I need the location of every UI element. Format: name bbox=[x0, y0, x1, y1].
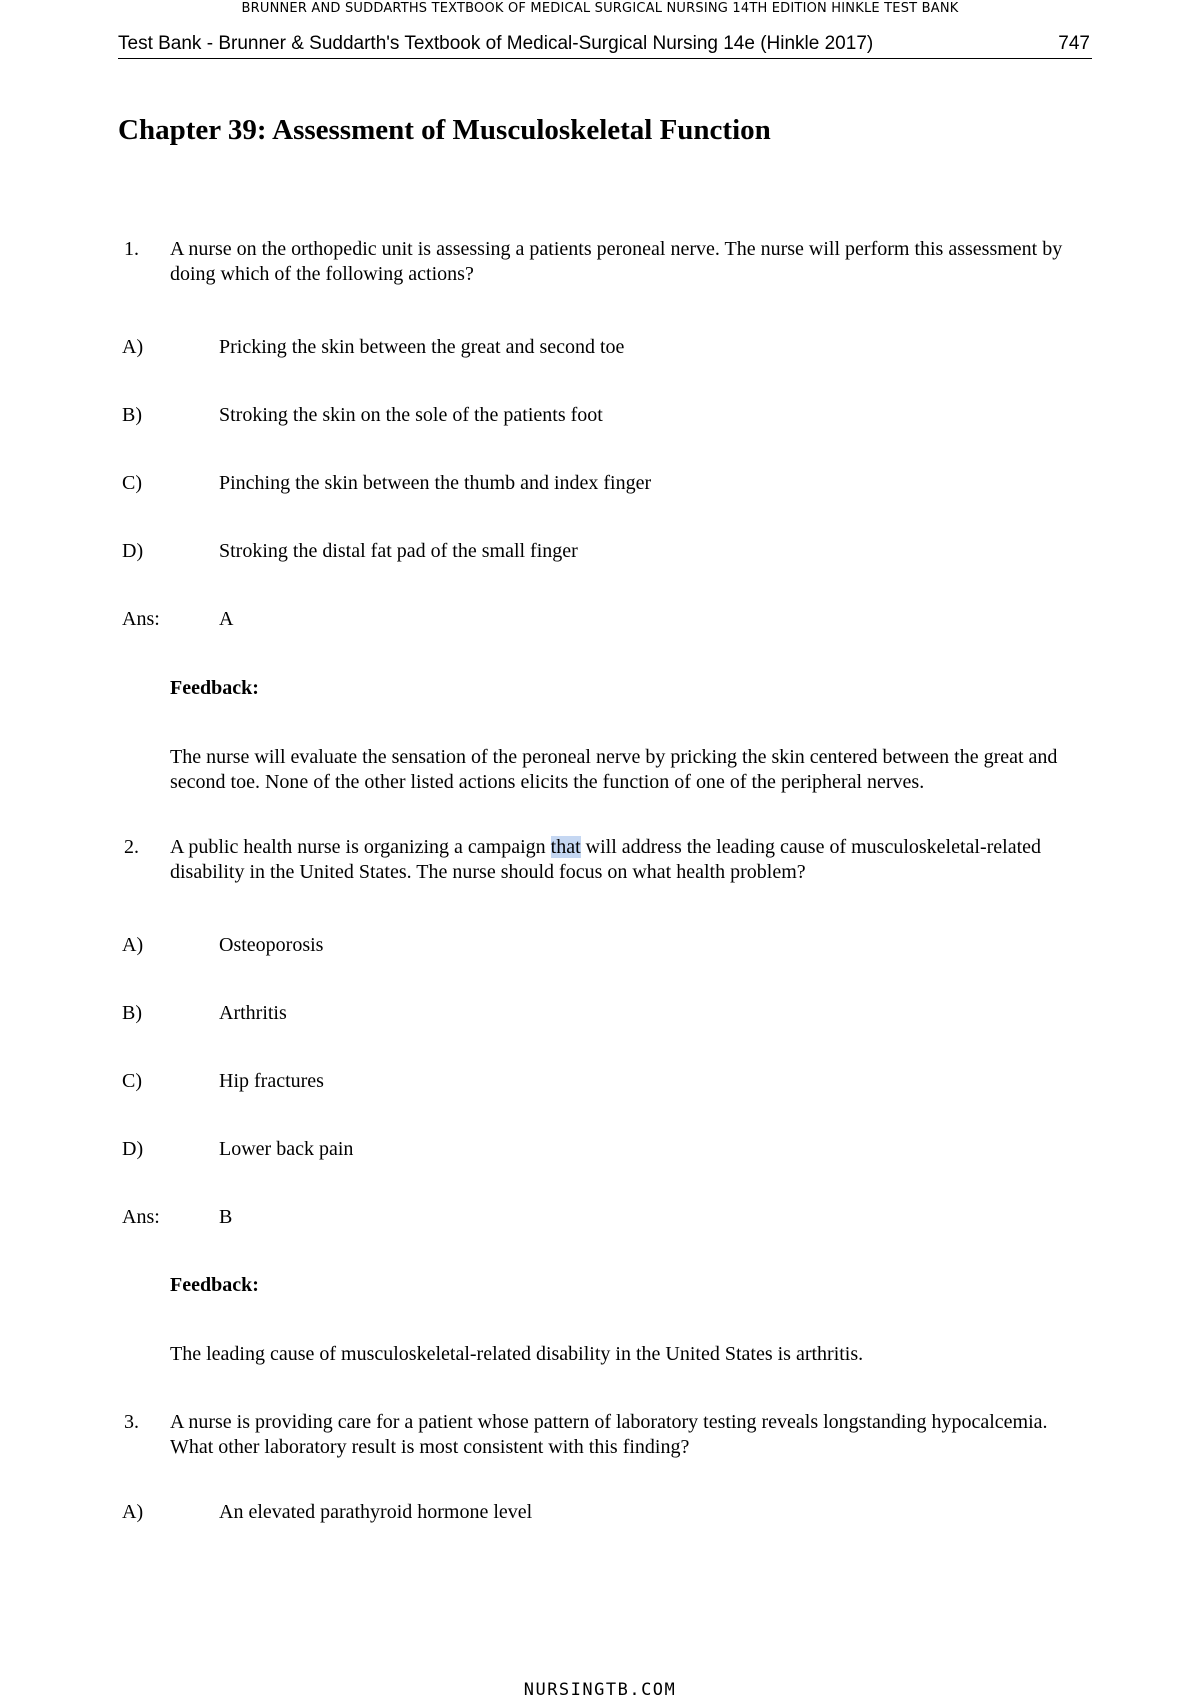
option-letter: B) bbox=[122, 1002, 142, 1024]
option-letter: C) bbox=[122, 472, 142, 494]
header-title: Test Bank - Brunner & Suddarth's Textbook of Medical-Surgical Nursing 14e (Hinkle 2017) bbox=[118, 33, 874, 54]
question-number: 1. bbox=[124, 238, 139, 260]
footer-site-name: NURSINGTB.COM bbox=[523, 1680, 677, 1700]
option-letter: D) bbox=[122, 540, 144, 562]
answer-label: Ans: bbox=[122, 1206, 160, 1228]
option-text: Arthritis bbox=[219, 1002, 287, 1024]
feedback-label: Feedback: bbox=[170, 1274, 259, 1296]
answer-value: B bbox=[219, 1206, 233, 1228]
question-number: 3. bbox=[124, 1411, 139, 1433]
running-header bbox=[118, 33, 1092, 59]
option-text: Osteoporosis bbox=[219, 934, 324, 956]
question-number: 2. bbox=[124, 836, 139, 858]
feedback-text: The nurse will evaluate the sensation of the peroneal nerve by pricking the skin centered between the great and second toe. None of the other listed actions elicits the function of one of the peripheral nerves. bbox=[170, 746, 1058, 793]
option-text: Stroking the skin on the sole of the patients foot bbox=[219, 404, 603, 426]
option-text: Pricking the skin between the great and second toe bbox=[219, 336, 625, 358]
option-text: An elevated parathyroid hormone level bbox=[219, 1501, 533, 1523]
question-text-part: A public health nurse is organizing a campaign bbox=[170, 836, 551, 858]
option-letter: A) bbox=[122, 934, 144, 956]
option-letter: D) bbox=[122, 1138, 144, 1160]
page-number: 747 bbox=[1058, 33, 1090, 54]
watermark-banner: BRUNNER AND SUDDARTHS TEXTBOOK OF MEDICAL SURGICAL NURSING 14TH EDITION HINKLE TEST BANK bbox=[241, 1, 959, 16]
question-text bbox=[170, 835, 1090, 885]
answer-value: A bbox=[219, 608, 234, 630]
option-letter: C) bbox=[122, 1070, 142, 1092]
option-text: Pinching the skin between the thumb and index finger bbox=[219, 472, 652, 494]
feedback-label: Feedback: bbox=[170, 677, 259, 699]
question-text-part: will address the leading cause of musculoskeletal-related disability in the United States. The nurse should focus on what health problem? bbox=[170, 836, 1042, 883]
answer-label: Ans: bbox=[122, 608, 160, 630]
option-letter: B) bbox=[122, 404, 142, 426]
option-text: Stroking the distal fat pad of the small finger bbox=[219, 540, 578, 562]
question-text: A nurse is providing care for a patient whose pattern of laboratory testing reveals longstanding hypocalcemia. What other laboratory result is most consistent with this finding? bbox=[170, 1411, 1048, 1458]
option-letter: A) bbox=[122, 336, 144, 358]
chapter-title: Chapter 39: Assessment of Musculoskeletal Function bbox=[118, 114, 771, 146]
option-letter: A) bbox=[122, 1501, 144, 1523]
option-text: Hip fractures bbox=[219, 1070, 324, 1092]
text-selection-highlight: that bbox=[550, 836, 581, 858]
question-text: A nurse on the orthopedic unit is assessing a patients peroneal nerve. The nurse will perform this assessment by doing which of the following actions? bbox=[170, 238, 1063, 285]
option-text: Lower back pain bbox=[219, 1138, 354, 1160]
feedback-text: The leading cause of musculoskeletal-related disability in the United States is arthritis. bbox=[170, 1343, 864, 1365]
